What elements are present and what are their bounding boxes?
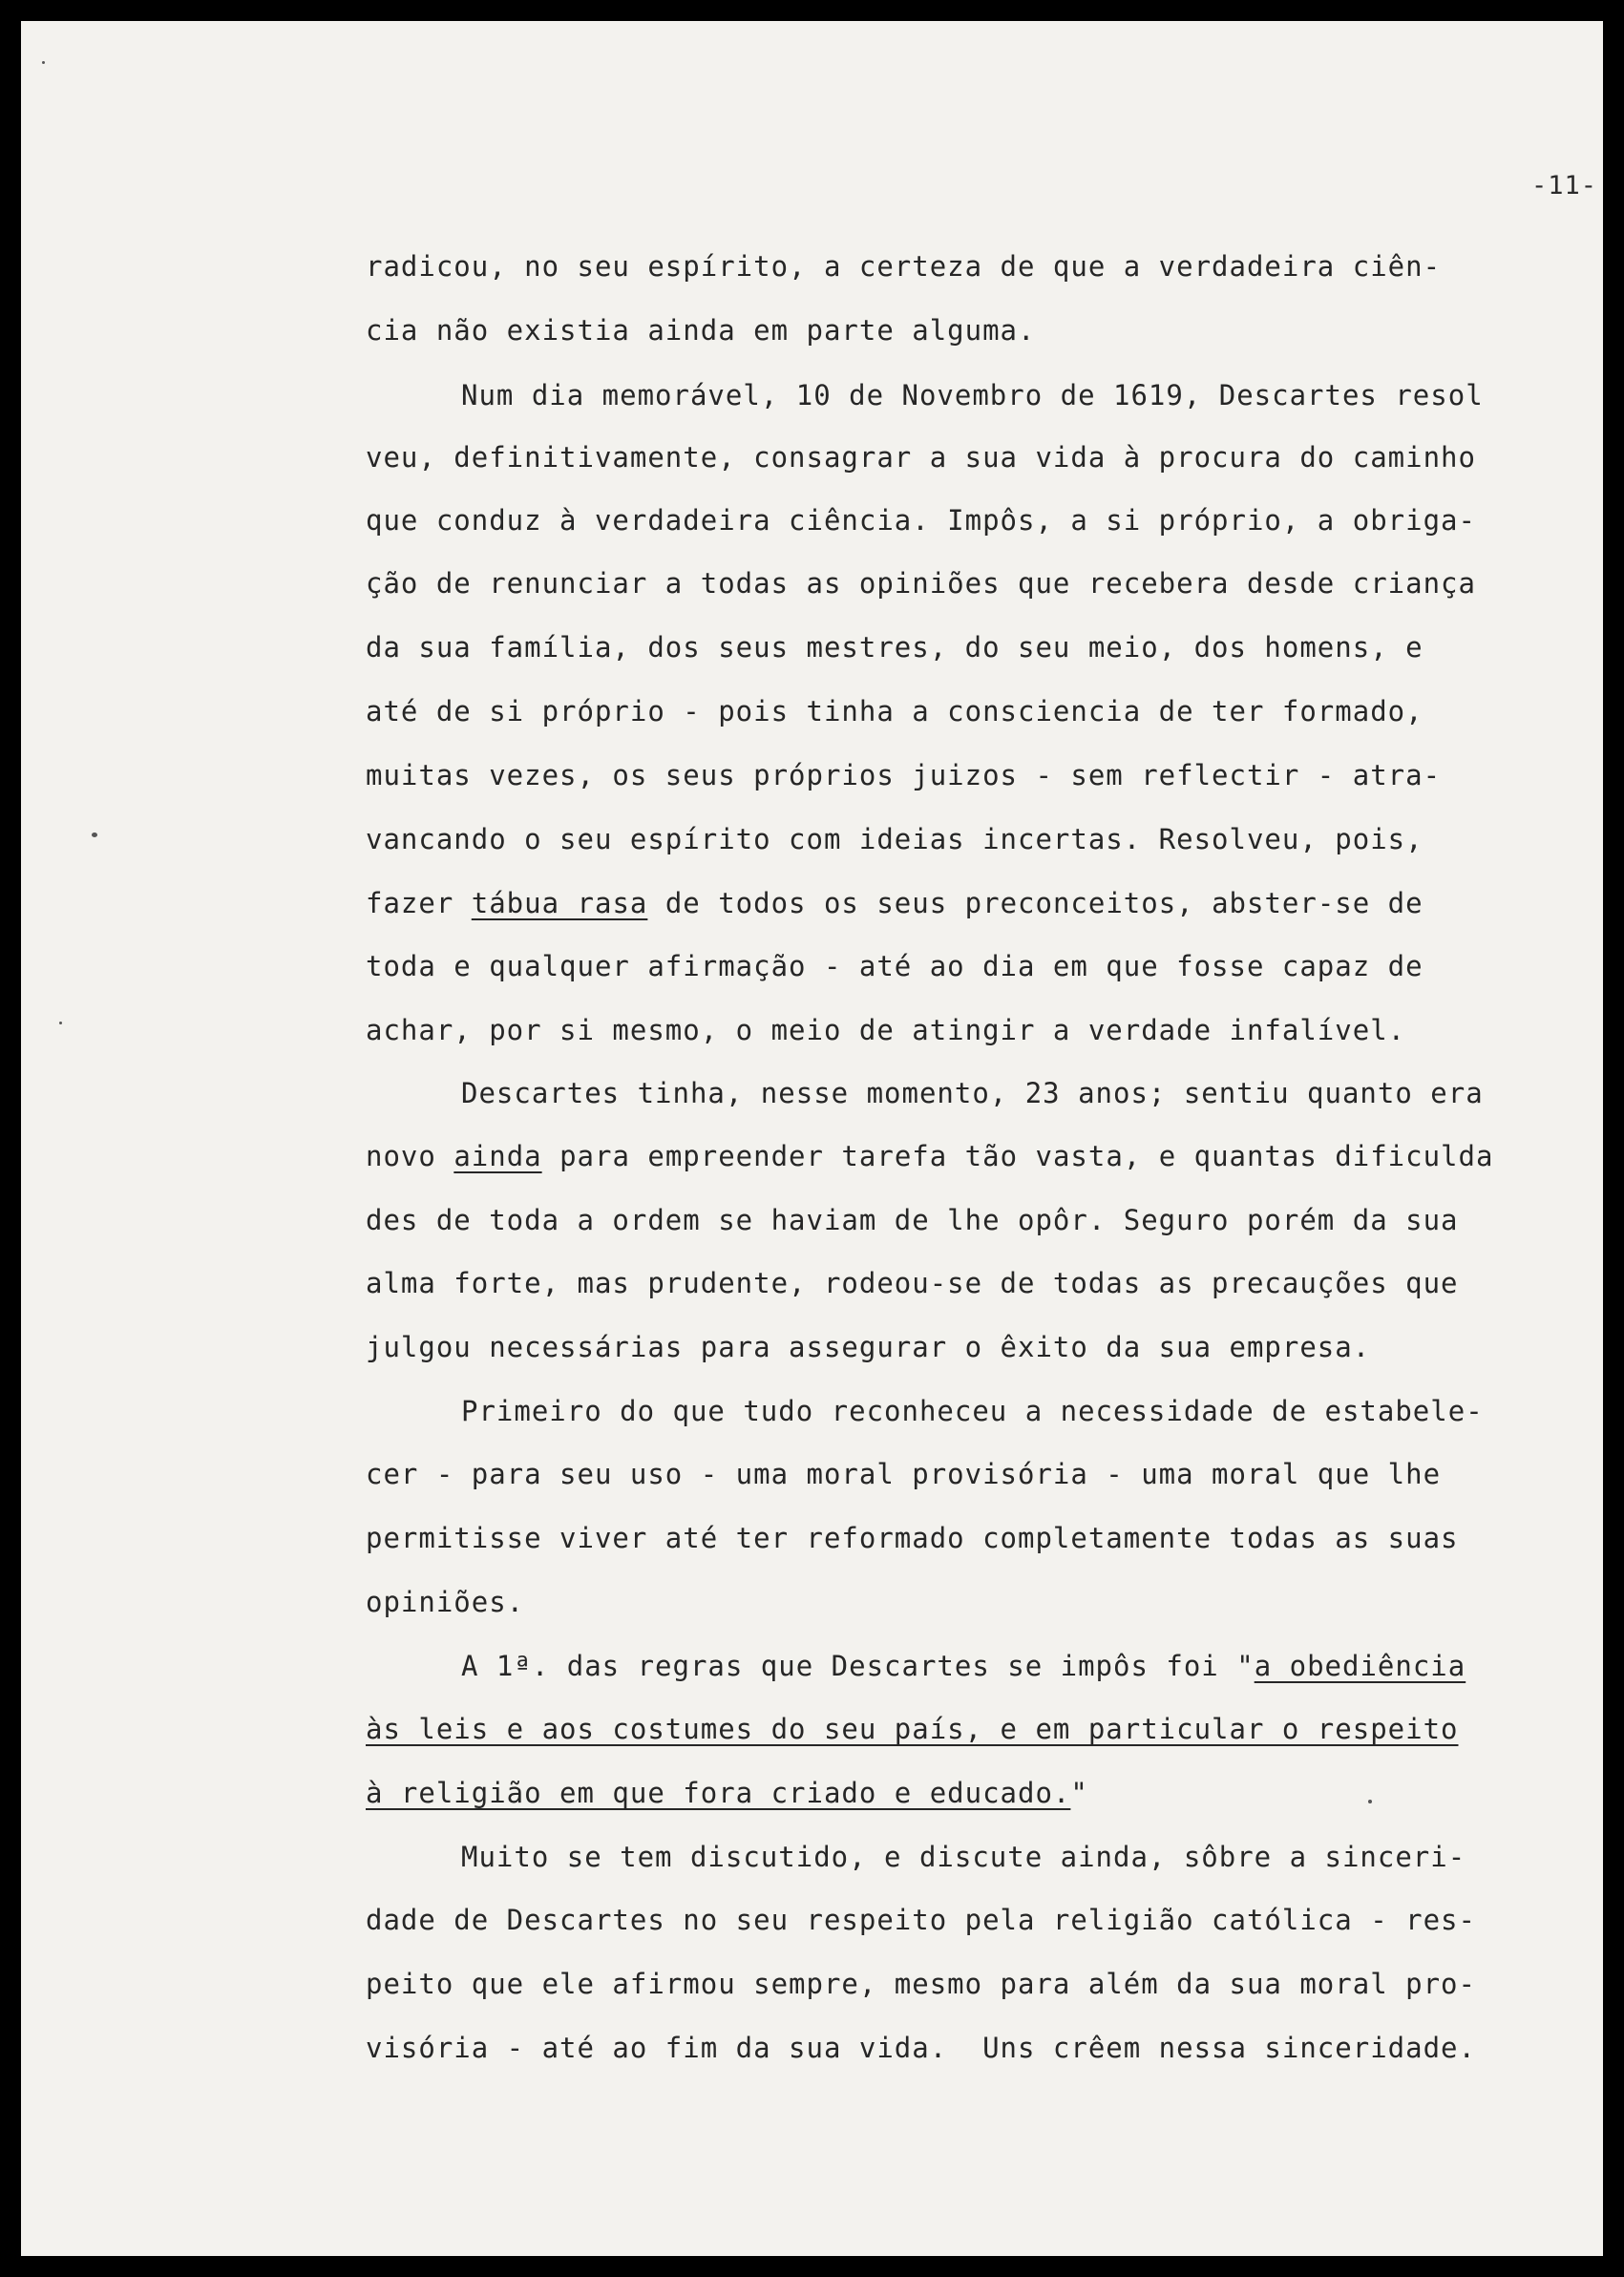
- text-line: [366, 1586, 524, 1618]
- underlined-text: tábua rasa: [471, 887, 648, 919]
- text-line: [366, 1331, 1370, 1363]
- text-line: [366, 1777, 1088, 1809]
- text-line: [366, 250, 1441, 283]
- text-segment: que conduz à verdadeira ciência. Impôs, a si próprio, a obriga-: [366, 504, 1476, 537]
- text-line: [366, 1014, 1405, 1046]
- text-line: [366, 1140, 1493, 1172]
- ink-speck: [59, 1022, 62, 1024]
- text-line: [366, 1522, 1459, 1554]
- text-line: [366, 759, 1441, 791]
- underlined-text: ainda: [453, 1140, 542, 1172]
- text-line: [366, 314, 1035, 347]
- text-segment: alma forte, mas prudente, rodeou-se de todas as precauções que: [366, 1267, 1459, 1299]
- text-line: [366, 1713, 1459, 1745]
- text-line: [366, 695, 1424, 727]
- text-line: [366, 1204, 1459, 1236]
- text-segment: radicou, no seu espírito, a certeza de que a verdadeira ciên-: [366, 250, 1442, 283]
- text-line: [461, 1841, 1466, 1873]
- text-line: [366, 823, 1424, 855]
- page-number: -11-: [1531, 171, 1598, 200]
- text-segment: Num dia memorável, 10 de Novembro de 1619, Descartes resol: [461, 379, 1484, 411]
- text-segment: permitisse viver até ter reformado completamente todas as suas: [366, 1522, 1459, 1554]
- text-line: [366, 1458, 1441, 1490]
- text-segment: Muito se tem discutido, e discute ainda, sôbre a sinceri-: [461, 1841, 1466, 1873]
- text-segment: da sua família, dos seus mestres, do seu meio, dos homens, e: [366, 631, 1424, 664]
- text-line: [461, 1650, 1466, 1682]
- text-line: [366, 1267, 1459, 1299]
- text-line: [366, 504, 1476, 537]
- text-segment: de todos os seus preconceitos, abster-se de: [647, 887, 1424, 919]
- text-segment: toda e qualquer afirmação - até ao dia em que fosse capaz de: [366, 950, 1424, 982]
- text-segment: cia não existia ainda em parte alguma.: [366, 314, 1036, 347]
- text-segment: Primeiro do que tudo reconheceu a necessidade de estabele-: [461, 1395, 1484, 1427]
- typewritten-page: [21, 21, 1603, 2256]
- underlined-text: à religião em que fora criado e educado.: [366, 1777, 1071, 1809]
- underlined-text: a obediência: [1254, 1650, 1466, 1682]
- text-segment: muitas vezes, os seus próprios juizos - sem reflectir - atra-: [366, 759, 1442, 791]
- text-line: [366, 567, 1476, 600]
- text-line: [461, 379, 1484, 411]
- text-segment: achar, por si mesmo, o meio de atingir a verdade infalível.: [366, 1014, 1406, 1046]
- text-line: [366, 1904, 1476, 1936]
- text-line: [366, 887, 1424, 919]
- text-segment: para empreender tarefa tão vasta, e quantas dificulda: [541, 1140, 1494, 1172]
- text-segment: veu, definitivamente, consagrar a sua vida à procura do caminho: [366, 441, 1476, 474]
- text-segment: dade de Descartes no seu respeito pela religião católica - res-: [366, 1904, 1476, 1936]
- text-segment: vancando o seu espírito com ideias incertas. Resolveu, pois,: [366, 823, 1424, 855]
- text-line: [461, 1395, 1484, 1427]
- text-segment: até de si próprio - pois tinha a consciencia de ter formado,: [366, 695, 1424, 727]
- text-line: [366, 631, 1424, 664]
- underlined-text: às leis e aos costumes do seu país, e em particular o respeito: [366, 1713, 1459, 1745]
- ink-speck: [42, 61, 45, 64]
- ink-speck: [1368, 1800, 1372, 1803]
- text-segment: peito que ele afirmou sempre, mesmo para além da sua moral pro-: [366, 1968, 1476, 2000]
- ink-speck: [92, 833, 97, 837]
- text-segment: cer - para seu uso - uma moral provisória - uma moral que lhe: [366, 1458, 1442, 1490]
- text-segment: Descartes tinha, nesse momento, 23 anos; sentiu quanto era: [461, 1077, 1484, 1109]
- text-segment: ": [1070, 1777, 1088, 1809]
- text-line: [366, 1968, 1476, 2000]
- text-segment: julgou necessárias para assegurar o êxito da sua empresa.: [366, 1331, 1371, 1363]
- text-segment: opiniões.: [366, 1586, 525, 1618]
- text-segment: A 1ª. das regras que Descartes se impôs foi ": [461, 1650, 1255, 1682]
- text-segment: des de toda a ordem se haviam de lhe opôr. Seguro porém da sua: [366, 1204, 1459, 1236]
- text-line: [461, 1077, 1484, 1109]
- text-segment: visória - até ao fim da sua vida. Uns crêem nessa sinceridade.: [366, 2032, 1476, 2064]
- text-line: [366, 950, 1424, 982]
- text-segment: fazer: [366, 887, 472, 919]
- text-segment: novo: [366, 1140, 454, 1172]
- text-segment: ção de renunciar a todas as opiniões que recebera desde criança: [366, 567, 1476, 600]
- text-line: [366, 441, 1476, 474]
- text-line: [366, 2032, 1476, 2064]
